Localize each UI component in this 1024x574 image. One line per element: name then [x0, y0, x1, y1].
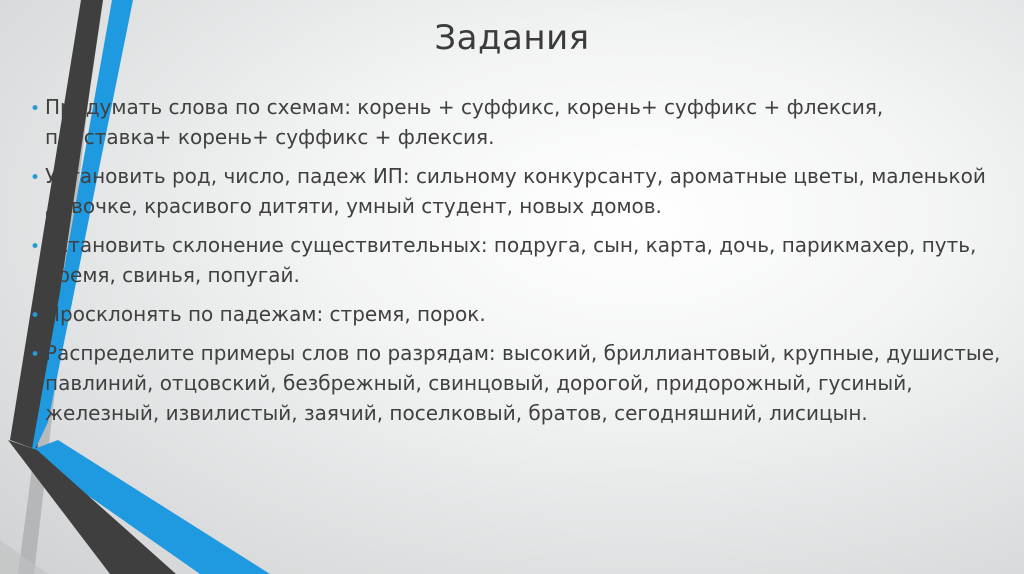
bullet-dot-icon: • — [30, 168, 41, 188]
list-item-text: Придумать слова по схемам: корень + суффикс, корень+ суффикс + флексия, приставка+ корень+ суффикс + флексия. — [45, 95, 884, 149]
bullet-dot-icon: • — [30, 306, 41, 326]
bullet-dot-icon: • — [30, 99, 41, 119]
list-item — [30, 161, 1015, 221]
bullet-dot-icon: • — [30, 237, 41, 257]
slide-content — [30, 92, 1015, 437]
task-list — [30, 92, 1015, 428]
list-item — [30, 92, 1015, 152]
list-item — [30, 299, 1015, 329]
list-item — [30, 230, 1015, 290]
slide-title: Задания — [434, 18, 590, 58]
list-item-text: Распределите примеры слов по разрядам: высокий, бриллиантовый, крупные, душистые, павлиний, отцовский, безбрежный, свинцовый, дорогой, придорожный, гусиный, железный, извилистый, заячий, поселковый, братов, сегодняшний, лисицын. — [45, 341, 1001, 425]
list-item-text: Просклонять по падежам: стремя, порок. — [45, 302, 486, 326]
list-item — [30, 338, 1015, 428]
list-item-text: Установить склонение существительных: подруга, сын, карта, дочь, парикмахер, путь, бремя, свинья, попугай. — [45, 233, 977, 287]
bullet-dot-icon: • — [30, 345, 41, 365]
list-item-text: Установить род, число, падеж ИП: сильному конкурсанту, ароматные цветы, маленькой девочке, красивого дитяти, умный студент, новых домов. — [45, 164, 986, 218]
